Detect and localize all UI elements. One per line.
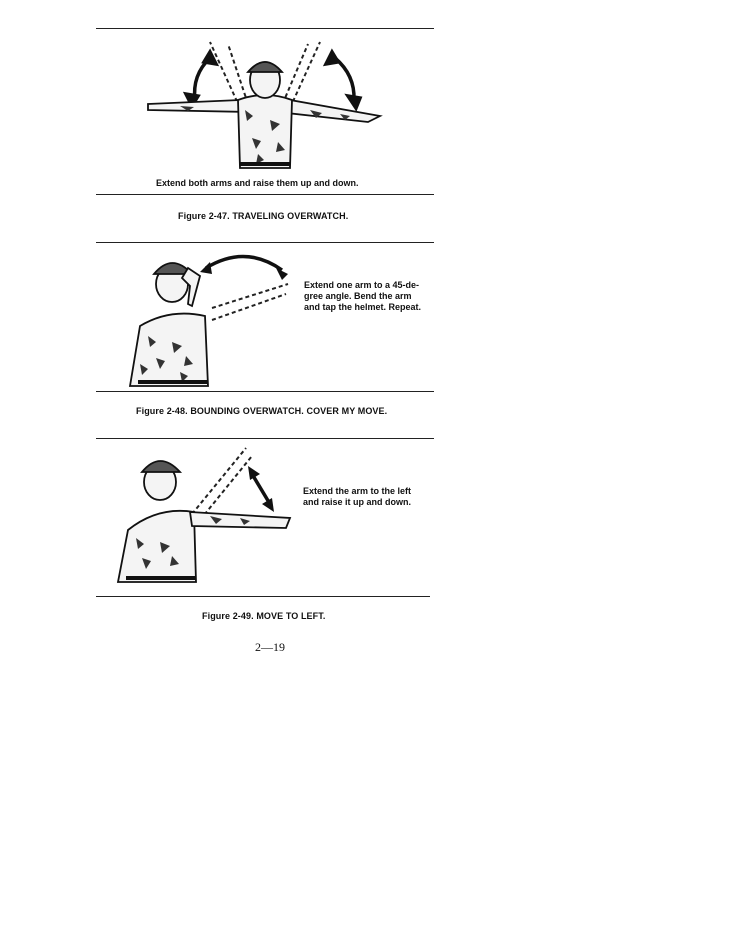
figure-49-instruction bbox=[303, 486, 411, 508]
instruction-line: Extend the arm to the left bbox=[303, 486, 412, 496]
soldier-arm-left-icon bbox=[110, 442, 300, 584]
figure-49-bottom-rule bbox=[96, 596, 430, 597]
figure-48-instruction bbox=[304, 280, 421, 313]
figure-47-bottom-rule bbox=[96, 194, 434, 195]
figure-47-top-rule bbox=[96, 28, 434, 29]
instruction-line: and tap the helmet. Repeat. bbox=[304, 302, 422, 312]
instruction-line: and raise it up and down. bbox=[303, 497, 412, 507]
soldier-tap-helmet-icon bbox=[120, 246, 300, 388]
figure-48-top-rule bbox=[96, 242, 434, 243]
figure-47-caption: Figure 2-47. TRAVELING OVERWATCH. bbox=[178, 211, 349, 221]
figure-49-caption: Figure 2-49. MOVE TO LEFT. bbox=[202, 611, 326, 621]
figure-49-top-rule bbox=[96, 438, 434, 439]
instruction-line: gree angle. Bend the arm bbox=[304, 291, 412, 301]
figure-47-instruction: Extend both arms and raise them up and down. bbox=[156, 178, 359, 188]
figure-48-bottom-rule bbox=[96, 391, 434, 392]
soldier-both-arms-extended-icon bbox=[140, 30, 390, 175]
figure-48-caption: Figure 2-48. BOUNDING OVERWATCH. COVER MY MOVE. bbox=[136, 406, 388, 416]
page-number: 2—19 bbox=[255, 640, 285, 654]
instruction-line: Extend one arm to a 45-de- bbox=[304, 280, 420, 290]
